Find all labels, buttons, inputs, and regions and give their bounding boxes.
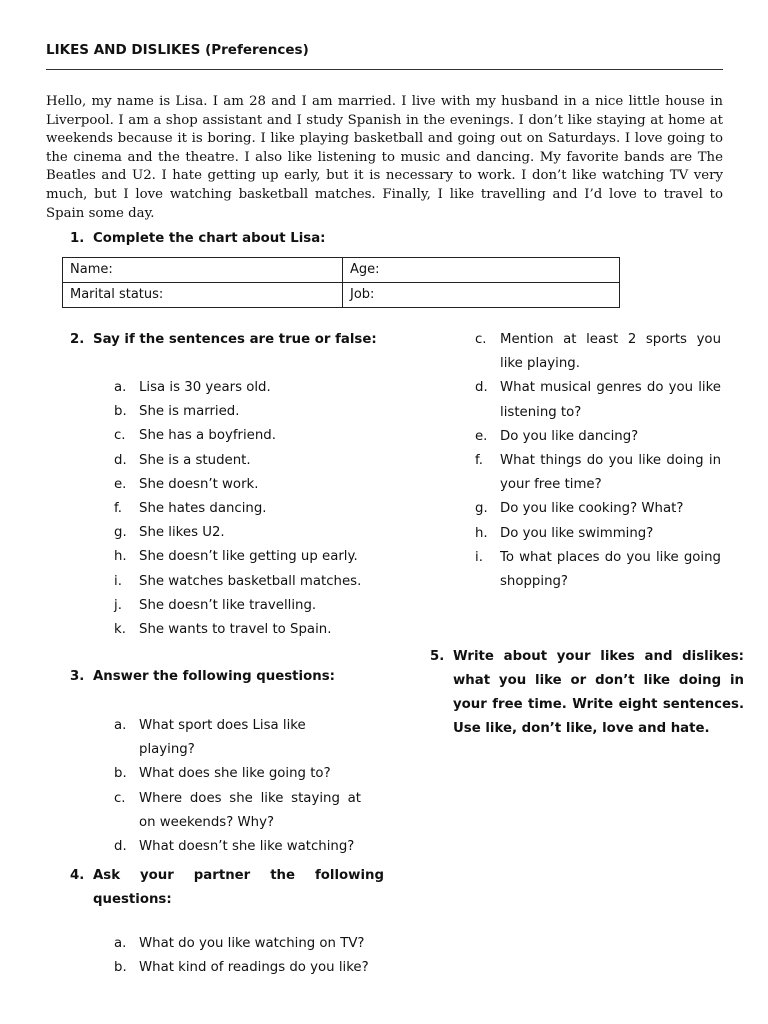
list-item	[475, 497, 721, 521]
item-text: What doesn’t she like watching?	[139, 839, 355, 855]
question-number: 1.	[70, 231, 85, 246]
table-row	[63, 283, 620, 308]
item-letter: d.	[475, 380, 488, 396]
list-item	[114, 545, 361, 569]
partner-questions-list-left	[114, 932, 369, 980]
question-number: 5.	[430, 649, 445, 664]
question-4-heading	[70, 864, 384, 911]
list-item	[114, 594, 361, 618]
item-letter: b.	[114, 960, 127, 976]
question-text: Answer the following questions:	[93, 669, 335, 684]
list-item	[114, 762, 361, 786]
item-text: To what places do you like going shopping?	[500, 549, 721, 590]
list-item	[475, 425, 721, 449]
item-text: What kind of readings do you like?	[139, 960, 369, 976]
item-letter: f.	[114, 501, 122, 517]
item-text: She watches basketball matches.	[139, 573, 362, 589]
item-letter: a.	[114, 380, 127, 395]
item-letter: i.	[114, 573, 122, 589]
item-text: Lisa is 30 years old.	[139, 380, 271, 395]
list-item	[114, 449, 361, 473]
item-text: She is married.	[139, 404, 240, 420]
list-item	[475, 546, 721, 594]
item-text: She doesn’t like travelling.	[139, 597, 317, 613]
item-text: Mention at least 2 sports you like playing.	[500, 332, 721, 372]
item-letter: h.	[114, 549, 127, 565]
item-text: Where does she like staying at on weekends? Why?	[139, 790, 361, 830]
item-letter: g.	[114, 525, 127, 541]
item-text: She is a student.	[139, 452, 251, 468]
item-letter: a.	[114, 718, 127, 733]
item-letter: e.	[475, 428, 488, 444]
question-number: 3.	[70, 669, 85, 684]
table-cell-name: Name:	[63, 258, 343, 283]
true-false-list	[114, 376, 362, 642]
question-text: Complete the chart about Lisa:	[93, 231, 326, 246]
item-text: She doesn’t like getting up early.	[139, 549, 358, 565]
question-1-heading	[70, 231, 326, 246]
item-letter: j.	[114, 597, 122, 613]
item-text: She has a boyfriend.	[139, 428, 276, 444]
item-text: She doesn’t work.	[139, 476, 259, 492]
question-text: Ask your partner the following questions:	[93, 868, 384, 907]
item-text: Do you like cooking? What?	[500, 501, 684, 517]
list-item	[114, 424, 361, 448]
item-text: She likes U2.	[139, 525, 225, 541]
item-letter: a.	[114, 936, 127, 951]
intro-paragraph: Hello, my name is Lisa. I am 28 and I am married. I live with my husband in a nice little house in Liverpool. I am a shop assistant and I study Spanish in the evenings. I don’t like staying at home at weekends because it is boring. I like playing basketball and going out on Saturdays. I love going to the cinema and the theatre. I also like listening to music and dancing. My favorite bands are The Beatles and U2. I hate getting up early, but it is necessary to work. I don’t like watching TV very much, but I love watching basketball matches. Finally, I like travelling and I’d love to travel to Spain some day.	[46, 94, 723, 221]
item-text: Do you like swimming?	[500, 525, 654, 541]
item-text: She wants to travel to Spain.	[139, 622, 332, 638]
title-divider	[46, 69, 723, 70]
list-item	[114, 376, 361, 400]
table-cell-marital-status: Marital status:	[63, 283, 343, 308]
item-letter: h.	[475, 525, 488, 541]
item-letter: c.	[114, 790, 126, 806]
list-item	[475, 376, 721, 424]
list-item	[114, 521, 361, 545]
question-5-heading	[430, 645, 744, 741]
question-number: 2.	[70, 332, 85, 347]
item-letter: k.	[114, 622, 126, 638]
item-letter: e.	[114, 476, 127, 492]
item-letter: d.	[114, 839, 127, 855]
list-item	[114, 618, 361, 642]
item-letter: c.	[475, 332, 487, 347]
lisa-chart-table	[62, 257, 620, 308]
question-number: 4.	[70, 868, 85, 883]
item-letter: f.	[475, 453, 483, 469]
list-item	[475, 328, 721, 376]
answer-questions-list	[114, 714, 361, 859]
question-2-heading	[70, 332, 377, 347]
item-letter: c.	[114, 428, 126, 444]
list-item	[114, 835, 361, 859]
item-letter: g.	[475, 501, 488, 517]
list-item	[475, 522, 721, 546]
question-text: Write about your likes and dislikes: what you like or don’t like doing in your free time. Write eight sentences. Use like, don’t like, love and hate.	[453, 649, 744, 736]
list-item	[114, 787, 361, 835]
item-text: What do you like watching on TV?	[139, 936, 365, 951]
table-cell-age: Age:	[343, 258, 620, 283]
table-cell-job: Job:	[343, 283, 620, 308]
page-title: LIKES AND DISLIKES (Preferences)	[46, 42, 309, 58]
item-text: What does she like going to?	[139, 766, 331, 782]
item-letter: b.	[114, 404, 127, 420]
item-letter: i.	[475, 549, 483, 565]
list-item	[475, 449, 721, 497]
item-text: What sport does Lisa like playing?	[139, 718, 306, 758]
table-row	[63, 258, 620, 283]
question-text: Say if the sentences are true or false:	[93, 332, 377, 347]
item-text: She hates dancing.	[139, 501, 267, 517]
list-item	[114, 714, 361, 762]
list-item	[114, 473, 361, 497]
item-letter: d.	[114, 452, 127, 468]
list-item	[114, 400, 361, 424]
partner-questions-list-right	[475, 328, 721, 594]
item-text: Do you like dancing?	[500, 428, 639, 444]
list-item	[114, 956, 369, 980]
item-text: What things do you like doing in your free time?	[500, 453, 721, 493]
item-text: What musical genres do you like listening to?	[500, 380, 721, 420]
list-item	[114, 497, 361, 521]
question-3-heading	[70, 669, 335, 684]
item-letter: b.	[114, 766, 127, 782]
list-item	[114, 570, 362, 594]
list-item	[114, 932, 369, 956]
